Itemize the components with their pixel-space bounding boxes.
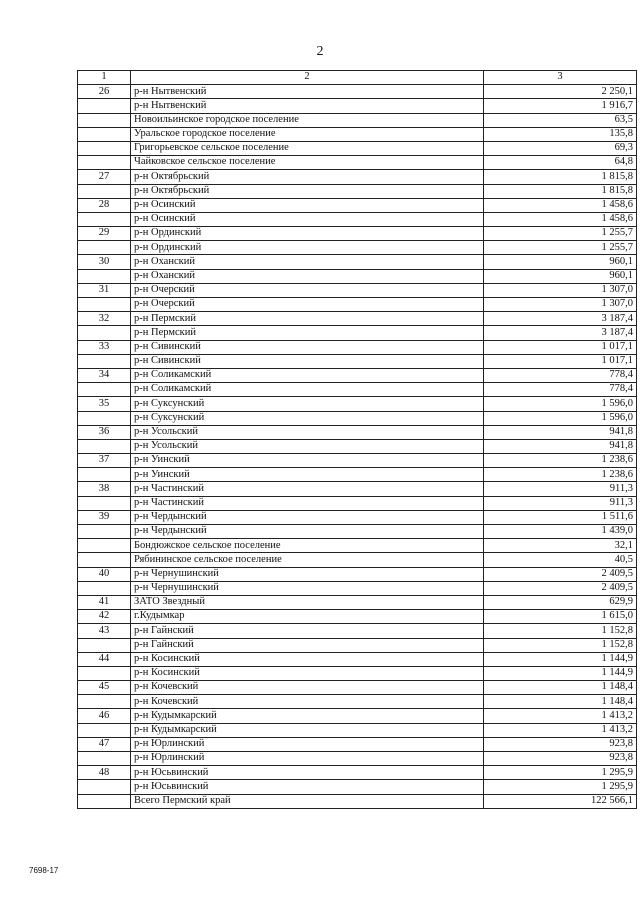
- table-row: [78, 496, 637, 510]
- row-name-cell: р-н Ординский: [131, 241, 484, 255]
- row-number-cell: 42: [78, 610, 131, 624]
- table-row: [78, 113, 637, 127]
- row-value-cell: 1 458,6: [484, 212, 637, 226]
- row-name-cell: Рябининское сельское поселение: [131, 553, 484, 567]
- row-value-cell: 1 916,7: [484, 99, 637, 113]
- row-number-cell: 45: [78, 681, 131, 695]
- table-row: [78, 610, 637, 624]
- table-row: [78, 454, 637, 468]
- table-row: [78, 539, 637, 553]
- row-number-cell: [78, 695, 131, 709]
- row-value-cell: 1 307,0: [484, 298, 637, 312]
- row-value-cell: 1 017,1: [484, 354, 637, 368]
- row-number-cell: 28: [78, 198, 131, 212]
- row-value-cell: 778,4: [484, 383, 637, 397]
- row-value-cell: 941,8: [484, 425, 637, 439]
- row-number-cell: [78, 468, 131, 482]
- table-row: [78, 283, 637, 297]
- row-name-cell: р-н Осинский: [131, 198, 484, 212]
- row-number-cell: [78, 298, 131, 312]
- row-name-cell: р-н Косинский: [131, 666, 484, 680]
- row-value-cell: 960,1: [484, 269, 637, 283]
- row-number-cell: [78, 241, 131, 255]
- row-name-cell: р-н Чердынский: [131, 525, 484, 539]
- row-number-cell: 33: [78, 340, 131, 354]
- table-row: [78, 425, 637, 439]
- row-number-cell: [78, 794, 131, 808]
- row-number-cell: [78, 411, 131, 425]
- page-number: 2: [316, 44, 324, 59]
- row-value-cell: 1 238,6: [484, 468, 637, 482]
- row-value-cell: 1 152,8: [484, 638, 637, 652]
- footer-document-code: 7698-17: [29, 866, 59, 875]
- table-row: [78, 638, 637, 652]
- row-name-cell: р-н Кудымкарский: [131, 723, 484, 737]
- table-row: [78, 439, 637, 453]
- row-number-cell: 30: [78, 255, 131, 269]
- table-row: [78, 766, 637, 780]
- row-number-cell: [78, 581, 131, 595]
- row-value-cell: 778,4: [484, 368, 637, 382]
- row-number-cell: [78, 212, 131, 226]
- row-name-cell: Бондюжское сельское поселение: [131, 539, 484, 553]
- table-body: [78, 85, 637, 809]
- row-number-cell: [78, 141, 131, 155]
- row-value-cell: 1 413,2: [484, 723, 637, 737]
- row-value-cell: 1 152,8: [484, 624, 637, 638]
- row-number-cell: 48: [78, 766, 131, 780]
- row-name-cell: р-н Осинский: [131, 212, 484, 226]
- row-name-cell: р-н Сивинский: [131, 354, 484, 368]
- table-row: [78, 354, 637, 368]
- row-number-cell: 35: [78, 397, 131, 411]
- row-number-cell: [78, 666, 131, 680]
- row-value-cell: 1 144,9: [484, 652, 637, 666]
- row-value-cell: 135,8: [484, 127, 637, 141]
- row-number-cell: [78, 723, 131, 737]
- row-number-cell: 46: [78, 709, 131, 723]
- row-number-cell: 39: [78, 510, 131, 524]
- row-name-cell: р-н Оханский: [131, 255, 484, 269]
- row-number-cell: [78, 752, 131, 766]
- row-number-cell: 47: [78, 737, 131, 751]
- row-value-cell: 63,5: [484, 113, 637, 127]
- row-value-cell: 69,3: [484, 141, 637, 155]
- row-value-cell: 1 815,8: [484, 184, 637, 198]
- row-value-cell: 1 413,2: [484, 709, 637, 723]
- row-value-cell: 3 187,4: [484, 326, 637, 340]
- row-value-cell: 923,8: [484, 737, 637, 751]
- row-value-cell: 1 596,0: [484, 397, 637, 411]
- row-name-cell: р-н Уинский: [131, 454, 484, 468]
- row-value-cell: 2 409,5: [484, 567, 637, 581]
- table-row: [78, 85, 637, 99]
- table-row: [78, 227, 637, 241]
- table-row: [78, 127, 637, 141]
- row-number-cell: [78, 113, 131, 127]
- table-row: [78, 156, 637, 170]
- table-row: [78, 326, 637, 340]
- row-name-cell: р-н Пермский: [131, 326, 484, 340]
- row-value-cell: 122 566,1: [484, 794, 637, 808]
- table-row: [78, 255, 637, 269]
- table-row: [78, 553, 637, 567]
- row-number-cell: [78, 780, 131, 794]
- table-row: [78, 298, 637, 312]
- table-row: [78, 794, 637, 808]
- table-row: [78, 681, 637, 695]
- table-row: [78, 184, 637, 198]
- row-value-cell: 1 815,8: [484, 170, 637, 184]
- row-number-cell: [78, 539, 131, 553]
- row-name-cell: р-н Уинский: [131, 468, 484, 482]
- row-value-cell: 1 255,7: [484, 227, 637, 241]
- table-row: [78, 709, 637, 723]
- row-number-cell: [78, 638, 131, 652]
- row-name-cell: р-н Очерский: [131, 298, 484, 312]
- row-number-cell: 31: [78, 283, 131, 297]
- data-table: [77, 70, 637, 809]
- row-value-cell: 1 238,6: [484, 454, 637, 468]
- row-name-cell: р-н Суксунский: [131, 397, 484, 411]
- row-name-cell: р-н Соликамский: [131, 368, 484, 382]
- row-name-cell: Григорьевское сельское поселение: [131, 141, 484, 155]
- column-header-value: 3: [484, 71, 637, 85]
- row-value-cell: 1 511,6: [484, 510, 637, 524]
- table-row: [78, 510, 637, 524]
- row-value-cell: 1 148,4: [484, 695, 637, 709]
- row-value-cell: 923,8: [484, 752, 637, 766]
- row-number-cell: [78, 127, 131, 141]
- row-name-cell: р-н Нытвенский: [131, 85, 484, 99]
- table-row: [78, 312, 637, 326]
- row-number-cell: [78, 156, 131, 170]
- row-number-cell: 29: [78, 227, 131, 241]
- row-number-cell: 38: [78, 482, 131, 496]
- row-name-cell: ЗАТО Звездный: [131, 595, 484, 609]
- table-row: [78, 737, 637, 751]
- table-row: [78, 99, 637, 113]
- row-value-cell: 1 615,0: [484, 610, 637, 624]
- row-value-cell: 629,9: [484, 595, 637, 609]
- table-row: [78, 468, 637, 482]
- row-value-cell: 2 250,1: [484, 85, 637, 99]
- row-name-cell: р-н Чернушинский: [131, 581, 484, 595]
- row-value-cell: 911,3: [484, 482, 637, 496]
- table-row: [78, 652, 637, 666]
- table-row: [78, 170, 637, 184]
- row-name-cell: р-н Кочевский: [131, 695, 484, 709]
- row-number-cell: 26: [78, 85, 131, 99]
- row-number-cell: 27: [78, 170, 131, 184]
- table-row: [78, 397, 637, 411]
- row-number-cell: 41: [78, 595, 131, 609]
- row-number-cell: 36: [78, 425, 131, 439]
- row-value-cell: 911,3: [484, 496, 637, 510]
- row-number-cell: 37: [78, 454, 131, 468]
- row-name-cell: Новоильинское городское поселение: [131, 113, 484, 127]
- table-row: [78, 723, 637, 737]
- table-row: [78, 624, 637, 638]
- table-row: [78, 340, 637, 354]
- table-row: [78, 666, 637, 680]
- row-name-cell: р-н Гайнский: [131, 638, 484, 652]
- row-number-cell: [78, 553, 131, 567]
- row-name-cell: р-н Ординский: [131, 227, 484, 241]
- row-name-cell: р-н Юсьвинский: [131, 780, 484, 794]
- row-name-cell: р-н Частинский: [131, 482, 484, 496]
- table-row: [78, 525, 637, 539]
- table-row: [78, 595, 637, 609]
- table-row: [78, 241, 637, 255]
- row-value-cell: 1 295,9: [484, 766, 637, 780]
- row-name-cell: Уральское городское поселение: [131, 127, 484, 141]
- row-value-cell: 1 596,0: [484, 411, 637, 425]
- row-name-cell: р-н Юрлинский: [131, 737, 484, 751]
- row-value-cell: 941,8: [484, 439, 637, 453]
- row-name-cell: р-н Усольский: [131, 439, 484, 453]
- table-row: [78, 581, 637, 595]
- row-value-cell: 40,5: [484, 553, 637, 567]
- table-row: [78, 567, 637, 581]
- table-row: [78, 752, 637, 766]
- table-row: [78, 269, 637, 283]
- row-name-cell: р-н Кочевский: [131, 681, 484, 695]
- row-number-cell: [78, 439, 131, 453]
- row-name-cell: р-н Октябрьский: [131, 170, 484, 184]
- row-value-cell: 1 255,7: [484, 241, 637, 255]
- table-row: [78, 482, 637, 496]
- row-value-cell: 1 148,4: [484, 681, 637, 695]
- table-row: [78, 198, 637, 212]
- row-number-cell: [78, 383, 131, 397]
- row-number-cell: [78, 354, 131, 368]
- table-row: [78, 695, 637, 709]
- table-row: [78, 383, 637, 397]
- row-name-cell: р-н Усольский: [131, 425, 484, 439]
- row-value-cell: 1 144,9: [484, 666, 637, 680]
- row-name-cell: р-н Нытвенский: [131, 99, 484, 113]
- row-value-cell: 1 439,0: [484, 525, 637, 539]
- column-header-name: 2: [131, 71, 484, 85]
- row-name-cell: р-н Соликамский: [131, 383, 484, 397]
- row-value-cell: 64,8: [484, 156, 637, 170]
- table-header-row: [78, 71, 637, 85]
- table-row: [78, 411, 637, 425]
- row-value-cell: 2 409,5: [484, 581, 637, 595]
- row-name-cell: р-н Юрлинский: [131, 752, 484, 766]
- row-number-cell: [78, 496, 131, 510]
- row-name-cell: р-н Суксунский: [131, 411, 484, 425]
- row-number-cell: 44: [78, 652, 131, 666]
- row-name-cell: р-н Пермский: [131, 312, 484, 326]
- row-value-cell: 32,1: [484, 539, 637, 553]
- row-name-cell: р-н Кудымкарский: [131, 709, 484, 723]
- column-header-number: 1: [78, 71, 131, 85]
- row-value-cell: 1 307,0: [484, 283, 637, 297]
- row-number-cell: 32: [78, 312, 131, 326]
- row-number-cell: [78, 99, 131, 113]
- row-number-cell: [78, 184, 131, 198]
- row-name-cell: р-н Сивинский: [131, 340, 484, 354]
- row-name-cell: Чайковское сельское поселение: [131, 156, 484, 170]
- row-name-cell: г.Кудымкар: [131, 610, 484, 624]
- row-name-cell: р-н Гайнский: [131, 624, 484, 638]
- row-name-cell: р-н Чердынский: [131, 510, 484, 524]
- row-number-cell: 40: [78, 567, 131, 581]
- row-value-cell: 1 295,9: [484, 780, 637, 794]
- table-row: [78, 212, 637, 226]
- row-number-cell: [78, 525, 131, 539]
- row-number-cell: 43: [78, 624, 131, 638]
- row-name-cell: р-н Юсьвинский: [131, 766, 484, 780]
- table-row: [78, 141, 637, 155]
- row-name-cell: р-н Косинский: [131, 652, 484, 666]
- row-number-cell: [78, 269, 131, 283]
- table-row: [78, 368, 637, 382]
- row-name-cell: р-н Октябрьский: [131, 184, 484, 198]
- row-number-cell: [78, 326, 131, 340]
- row-value-cell: 960,1: [484, 255, 637, 269]
- table-row: [78, 780, 637, 794]
- row-name-cell: р-н Оханский: [131, 269, 484, 283]
- row-value-cell: 3 187,4: [484, 312, 637, 326]
- row-name-cell: р-н Частинский: [131, 496, 484, 510]
- row-number-cell: 34: [78, 368, 131, 382]
- row-name-cell: Всего Пермский край: [131, 794, 484, 808]
- row-name-cell: р-н Очерский: [131, 283, 484, 297]
- row-value-cell: 1 017,1: [484, 340, 637, 354]
- row-value-cell: 1 458,6: [484, 198, 637, 212]
- row-name-cell: р-н Чернушинский: [131, 567, 484, 581]
